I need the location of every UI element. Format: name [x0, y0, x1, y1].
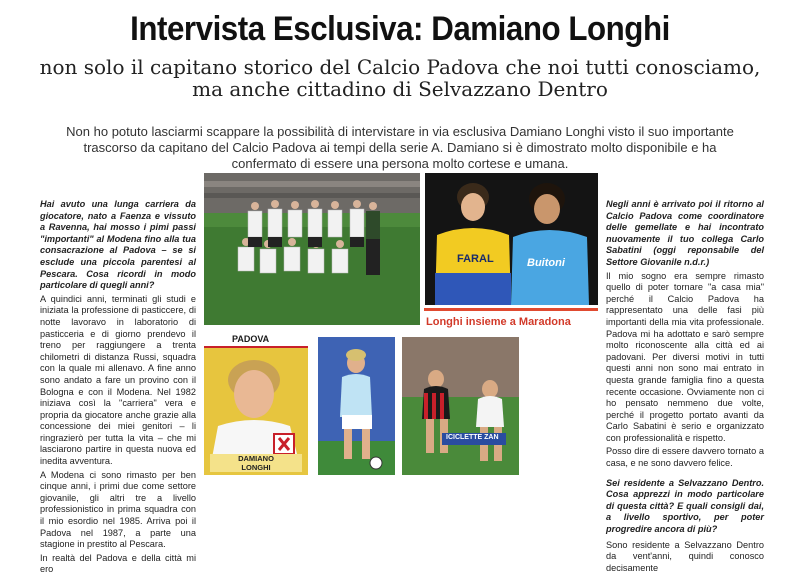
sticker-first-name: DAMIANO: [238, 454, 274, 463]
sticker-team-name: PADOVA: [232, 334, 270, 344]
article-subtitle: [0, 56, 800, 100]
team-photo: [204, 173, 420, 325]
ad-board-text: ICICLETTE ZAN: [446, 434, 499, 441]
answer-1-paragraph-1: A quindici anni, terminati gli studi e iniziata la professione di pasticcere, di notte lavoravo in laboratorio di pasticceria e di giorno prendevo il treno per raggiungere a trenta chilometri di distanza Russi, squadra con la quale mi allenavo. A fine anno sono andato a fare un provino con il Bologna e con il Modena. Nel 1982 iniziava così la "carriera" vera e propria da giocatore anche grazie alla concessione dei miei genitori – li ringrazierò per tutta la vita – che mi lasciarono partire in questa nuova ed inedita avventura.: [40, 293, 196, 467]
sticker-photo: [204, 334, 308, 475]
answer-3-paragraph-1: Sono residente a Selvazzano Dentro da vent'anni, quindi conosco decisamente: [606, 539, 764, 573]
subtitle-line-1: non solo il capitano storico del Calcio Padova che noi tutti conosciamo,: [39, 55, 761, 79]
question-2: Negli anni è arrivato poi il ritorno al Calcio Padova come coordinatore delle gemellate e hai incontrato nuovamente il tuo collega Carlo Sabatini (oggi reponsabile del Settore Giovanile n.d.r.): [606, 199, 764, 267]
question-1: Hai avuto una lunga carriera da giocatore, nato a Faenza e vissuto a Ravenna, hai mosso i pimi passi "importanti" al Modena fino alla tua consacrazione al Padova – se si esclude una piccola parentesi al Pescara. Cosa ricordi in modo particolare di quegli anni?: [40, 199, 196, 291]
article-intro: Non ho potuto lasciarmi scappare la possibilità di intervistare in via esclusiva Damiano Longhi visto il suo importante trascorso da capitano del Calcio Padova ai tempi della serie A. Damiano si è dimostrato molto disponibile e ha confermato di essere una persona molto cortese e umana.: [66, 124, 734, 171]
right-column: [606, 199, 764, 576]
answer-1-paragraph-3: In realtà del Padova e della città mi ero: [40, 552, 196, 575]
action-photo-match: [402, 337, 519, 475]
shirt-sponsor-right: Buitoni: [527, 257, 565, 269]
answer-1-paragraph-2: A Modena ci sono rimasto per ben cinque anni, i primi due come settore giovanile, gli altri tre a livello professionistico in prima squadra con il mio esordio nel 1985. Arriva poi il Padova nel 1987, a parte una stagione in prestito al Pescara.: [40, 469, 196, 550]
left-column: [40, 199, 196, 578]
caption-bar: [424, 308, 598, 311]
shirt-sponsor-left: FARAL: [457, 253, 494, 265]
question-3: Sei residente a Selvazzano Dentro. Cosa apprezzi in modo particolare di questa città? E quali consigli dai, a livello sportivo, per poter progredire ancora di più?: [606, 477, 764, 535]
answer-2-paragraph-1: Il mio sogno era sempre rimasto quello di poter tornare "a casa mia" perché il Calcio Padova ha rappresentato una delle fasi più importanti della mia vita professionale. Padova mi ha adottato e sarò sempre molto riconoscente alla città ed ai padovani. Per diversi motivi in tutti questi anni non sono mai entrato in questa grande famiglia fino a questa recente occasione. Ovviamente non ci ho pensato nemmeno due volte, perché il progetto portato avanti da Carlo Sabatini è serio e organizzato con professionalità e rispetto.: [606, 270, 764, 443]
answer-2-paragraph-2: Posso dire di essere davvero tornato a casa, e ne sono davvero felice.: [606, 446, 764, 469]
subtitle-line-2: ma anche cittadino di Selvazzano Dentro: [192, 77, 608, 101]
maradona-caption: Longhi insieme a Maradona: [426, 316, 571, 328]
article-title: Intervista Esclusiva: Damiano Longhi: [130, 10, 670, 48]
maradona-photo: [425, 173, 598, 305]
sticker-nameplate: [210, 454, 302, 472]
action-photo-sky: [318, 337, 395, 475]
sticker-last-name: LONGHI: [241, 463, 271, 472]
